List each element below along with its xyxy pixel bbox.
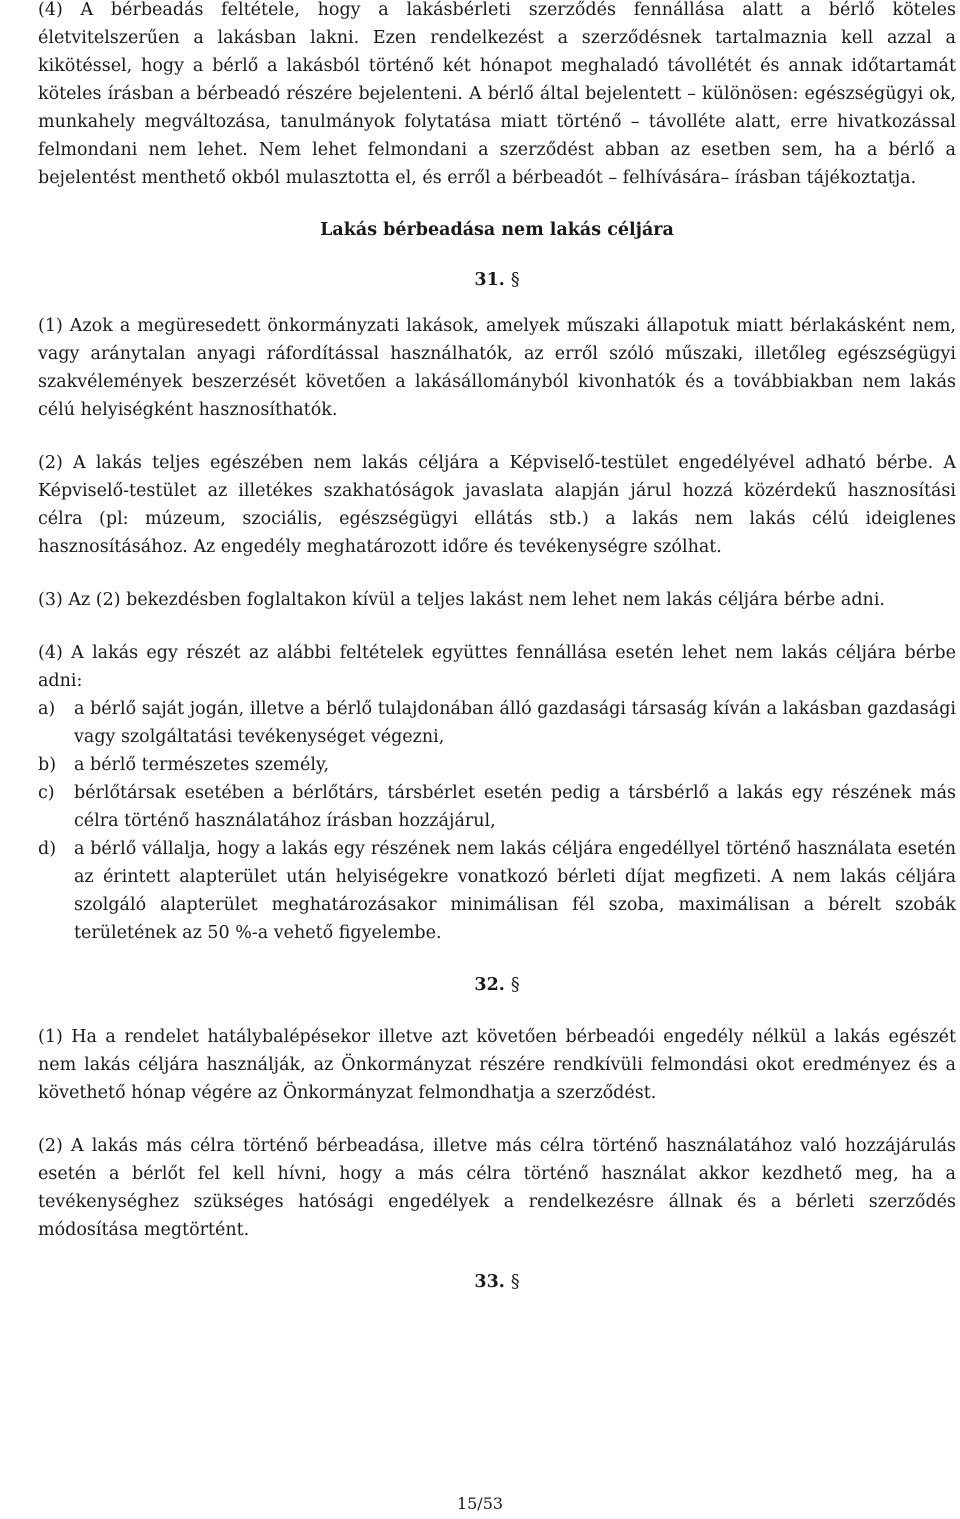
list-item-text: bérlőtársak esetében a bérlőtárs, társbérlet esetén pedig a társbérlő a lakás egy részének más célra történő használatához írásban hozzájárul, <box>74 783 956 831</box>
section-33-title <box>38 1268 956 1296</box>
section-heading: Lakás bérbeadása nem lakás céljára <box>320 220 674 240</box>
list-item-text: a bérlő természetes személy, <box>74 755 330 775</box>
section-31-paragraph-1: (1) Azok a megüresedett önkormányzati lakások, amelyek műszaki állapotuk miatt bérlakásként nem, vagy aránytalan anyagi ráfordítással használhatók, az erről szóló műszaki, illetőleg egészségügyi szakvélemények beszerzését követően a lakásállományból kivonhatók és a továbbiakban nem lakás célú helyiségként hasznosíthatók. <box>38 316 956 420</box>
section-31-title <box>38 266 956 294</box>
section-symbol-icon: § <box>510 975 520 995</box>
section-number: 31. <box>474 270 505 290</box>
list-item-letter: a) <box>38 699 56 719</box>
list-item-text: a bérlő vállalja, hogy a lakás egy részének nem lakás céljára engedéllyel történő használata esetén az érintett alapterület után helyiségekre vonatkozó bérleti díjat megfizeti. A nem lakás céljára szolgáló alapterület meghatározásakor minimálisan fél szoba, maximálisan a bérelt szobák területének az 50 %-a vehető figyelembe. <box>74 839 956 943</box>
section-symbol-icon: § <box>510 270 520 290</box>
section-32-paragraph-2: (2) A lakás más célra történő bérbeadása, illetve más célra történő használatához való hozzájárulás esetén a bérlőt fel kell hívni, hogy a más célra történő használat akkor kezdhető meg, ha a tevékenységhez szükséges hatósági engedélyek a rendelkezésre állnak és a bérleti szerződés módosítása megtörtént. <box>38 1136 956 1240</box>
section-number: 33. <box>474 1272 505 1292</box>
section-symbol-icon: § <box>510 1272 520 1292</box>
list-item-letter: d) <box>38 839 57 859</box>
section-31-paragraph-3: (3) Az (2) bekezdésben foglaltakon kívül a teljes lakást nem lehet nem lakás céljára bérbe adni. <box>38 590 885 610</box>
paragraph-4-continued: (4) A bérbeadás feltétele, hogy a lakásbérleti szerződés fennállása alatt a bérlő köteles életvitelszerűen a lakásban lakni. Ezen rendelkezést a szerződésnek tartalmaznia kell azzal a kikötéssel, hogy a bérlő a lakásból történő két hónapot meghaladó távollétét és annak időtartamát köteles írásban a bérbeadó részére bejelenteni. A bérlő által bejelentett – különösen: egészségügyi ok, munkahely megváltozása, tanulmányok folytatása miatt történő – távolléte alatt, erre hivatkozással felmondani nem lehet. Nem lehet felmondani a szerződést abban az esetben sem, ha a bérlő a bejelentést menthető okból mulasztotta el, és erről a bérbeadót – felhívására– írásban tájékoztatja. <box>38 0 956 188</box>
list-item <box>38 751 956 779</box>
list-item <box>38 835 956 947</box>
list-item-letter: c) <box>38 783 55 803</box>
section-32-title <box>38 971 956 999</box>
list-item <box>38 695 956 751</box>
document-page <box>38 0 956 1296</box>
section-31-paragraph-2: (2) A lakás teljes egészében nem lakás céljára a Képviselő-testület engedélyével adható bérbe. A Képviselő-testület az illetékes szakhatóságok javaslata alapján járul hozzá közérdekű hasznosítási célra (pl: múzeum, szociális, egészségügyi ellátás stb.) a lakás nem lakás célú ideiglenes hasznosításához. Az engedély meghatározott időre és tevékenységre szólhat. <box>38 453 956 557</box>
section-31-paragraph-4: (4) A lakás egy részét az alábbi feltételek együttes fennállása esetén lehet nem lakás céljára bérbe adni: <box>38 643 956 691</box>
list-item <box>38 779 956 835</box>
conditions-list <box>38 695 956 947</box>
list-item-letter: b) <box>38 755 57 775</box>
section-number: 32. <box>474 975 505 995</box>
page-number: 15/53 <box>456 1494 504 1513</box>
list-item-text: a bérlő saját jogán, illetve a bérlő tulajdonában álló gazdasági társaság kíván a lakásban gazdasági vagy szolgáltatási tevékenységet végezni, <box>74 699 956 747</box>
section-32-paragraph-1: (1) Ha a rendelet hatálybalépésekor illetve azt követően bérbeadói engedély nélkül a lakás egészét nem lakás céljára használják, az Önkormányzat részére rendkívüli felmondási okot eredményez és a követhető hónap végére az Önkormányzat felmondhatja a szerződést. <box>38 1027 956 1103</box>
